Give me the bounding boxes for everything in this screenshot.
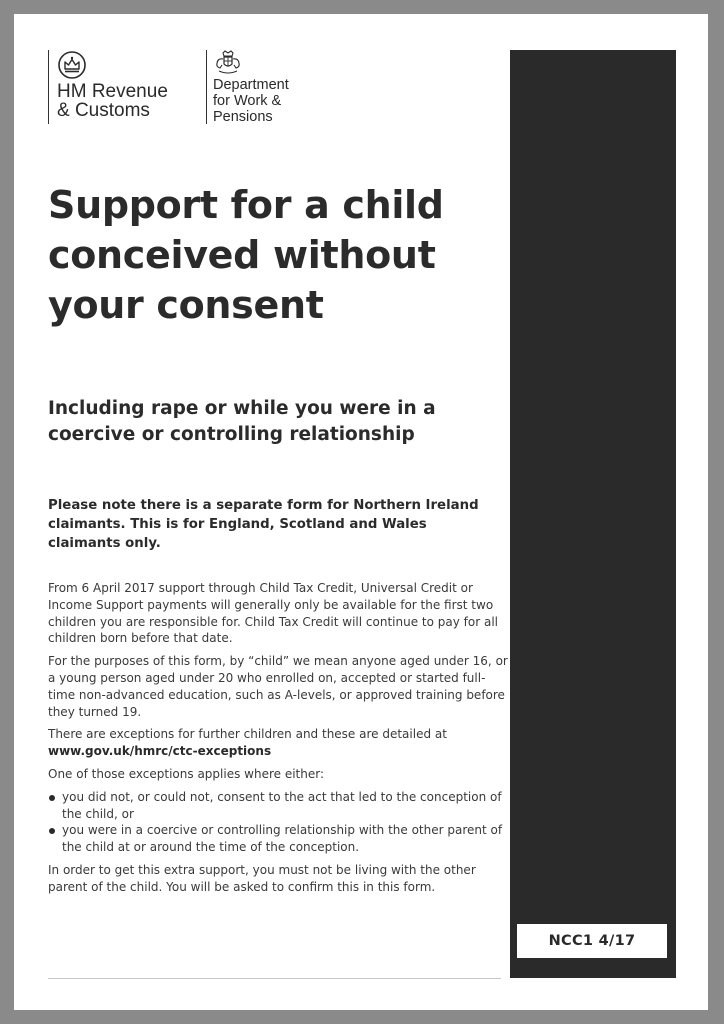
hmrc-line-2: & Customs [57,100,150,121]
list-item: you were in a coercive or controlling relationship with the other parent of the child at or around the time of the conception. [48,822,508,856]
paragraph-child-definition: For the purposes of this form, by “child” we mean anyone aged under 16, or a young person aged under 20 who enrolled on, accepted or started full-time non-advanced education, such as A-levels, or approved training before they turned 19. [48,654,508,719]
dwp-line-2: for Work & [213,93,282,109]
paragraph-living-requirement: In order to get this extra support, you must not be living with the other parent of the child. You will be asked to confirm this in this form. [48,862,476,894]
exceptions-url-line [48,743,508,760]
hmrc-logo-text [57,82,197,120]
body-text [48,580,508,902]
paragraph-exceptions-intro: One of those exceptions applies where either: [48,766,324,781]
royal-coat-of-arms-icon [213,50,243,76]
dwp-logo-text [213,77,323,125]
hmrc-logo [48,50,197,124]
exceptions-link[interactable]: www.gov.uk/hmrc/ctc-exceptions [48,744,272,759]
document-title: Support for a child conceived without your consent [48,183,444,327]
document-page [14,14,708,1010]
footer-divider [48,978,501,979]
paragraph-exceptions: There are exceptions for further children and these are detailed at [48,727,447,742]
side-panel [510,50,676,978]
list-item: you did not, or could not, consent to the act that led to the conception of the child, or [48,789,508,823]
dwp-line-1: Department [213,77,289,93]
form-code-label: NCC1 4/17 [517,924,667,958]
paragraph-two-child-limit: From 6 April 2017 support through Child Tax Credit, Universal Credit or Income Support payments will generally only be available for the first two children you are responsible for. Child Tax Credit will continue to pay for all children born before that date. [48,581,498,646]
crown-icon [57,50,87,80]
hmrc-line-1: HM Revenue [57,81,168,102]
document-subtitle: Including rape or while you were in a coercive or controlling relationship [48,398,436,445]
dwp-line-3: Pensions [213,109,273,125]
exceptions-list [48,789,508,856]
jurisdiction-note: Please note there is a separate form for Northern Ireland claimants. This is for England, Scotland and Wales claimants only. [48,498,479,551]
dwp-logo [206,50,323,124]
